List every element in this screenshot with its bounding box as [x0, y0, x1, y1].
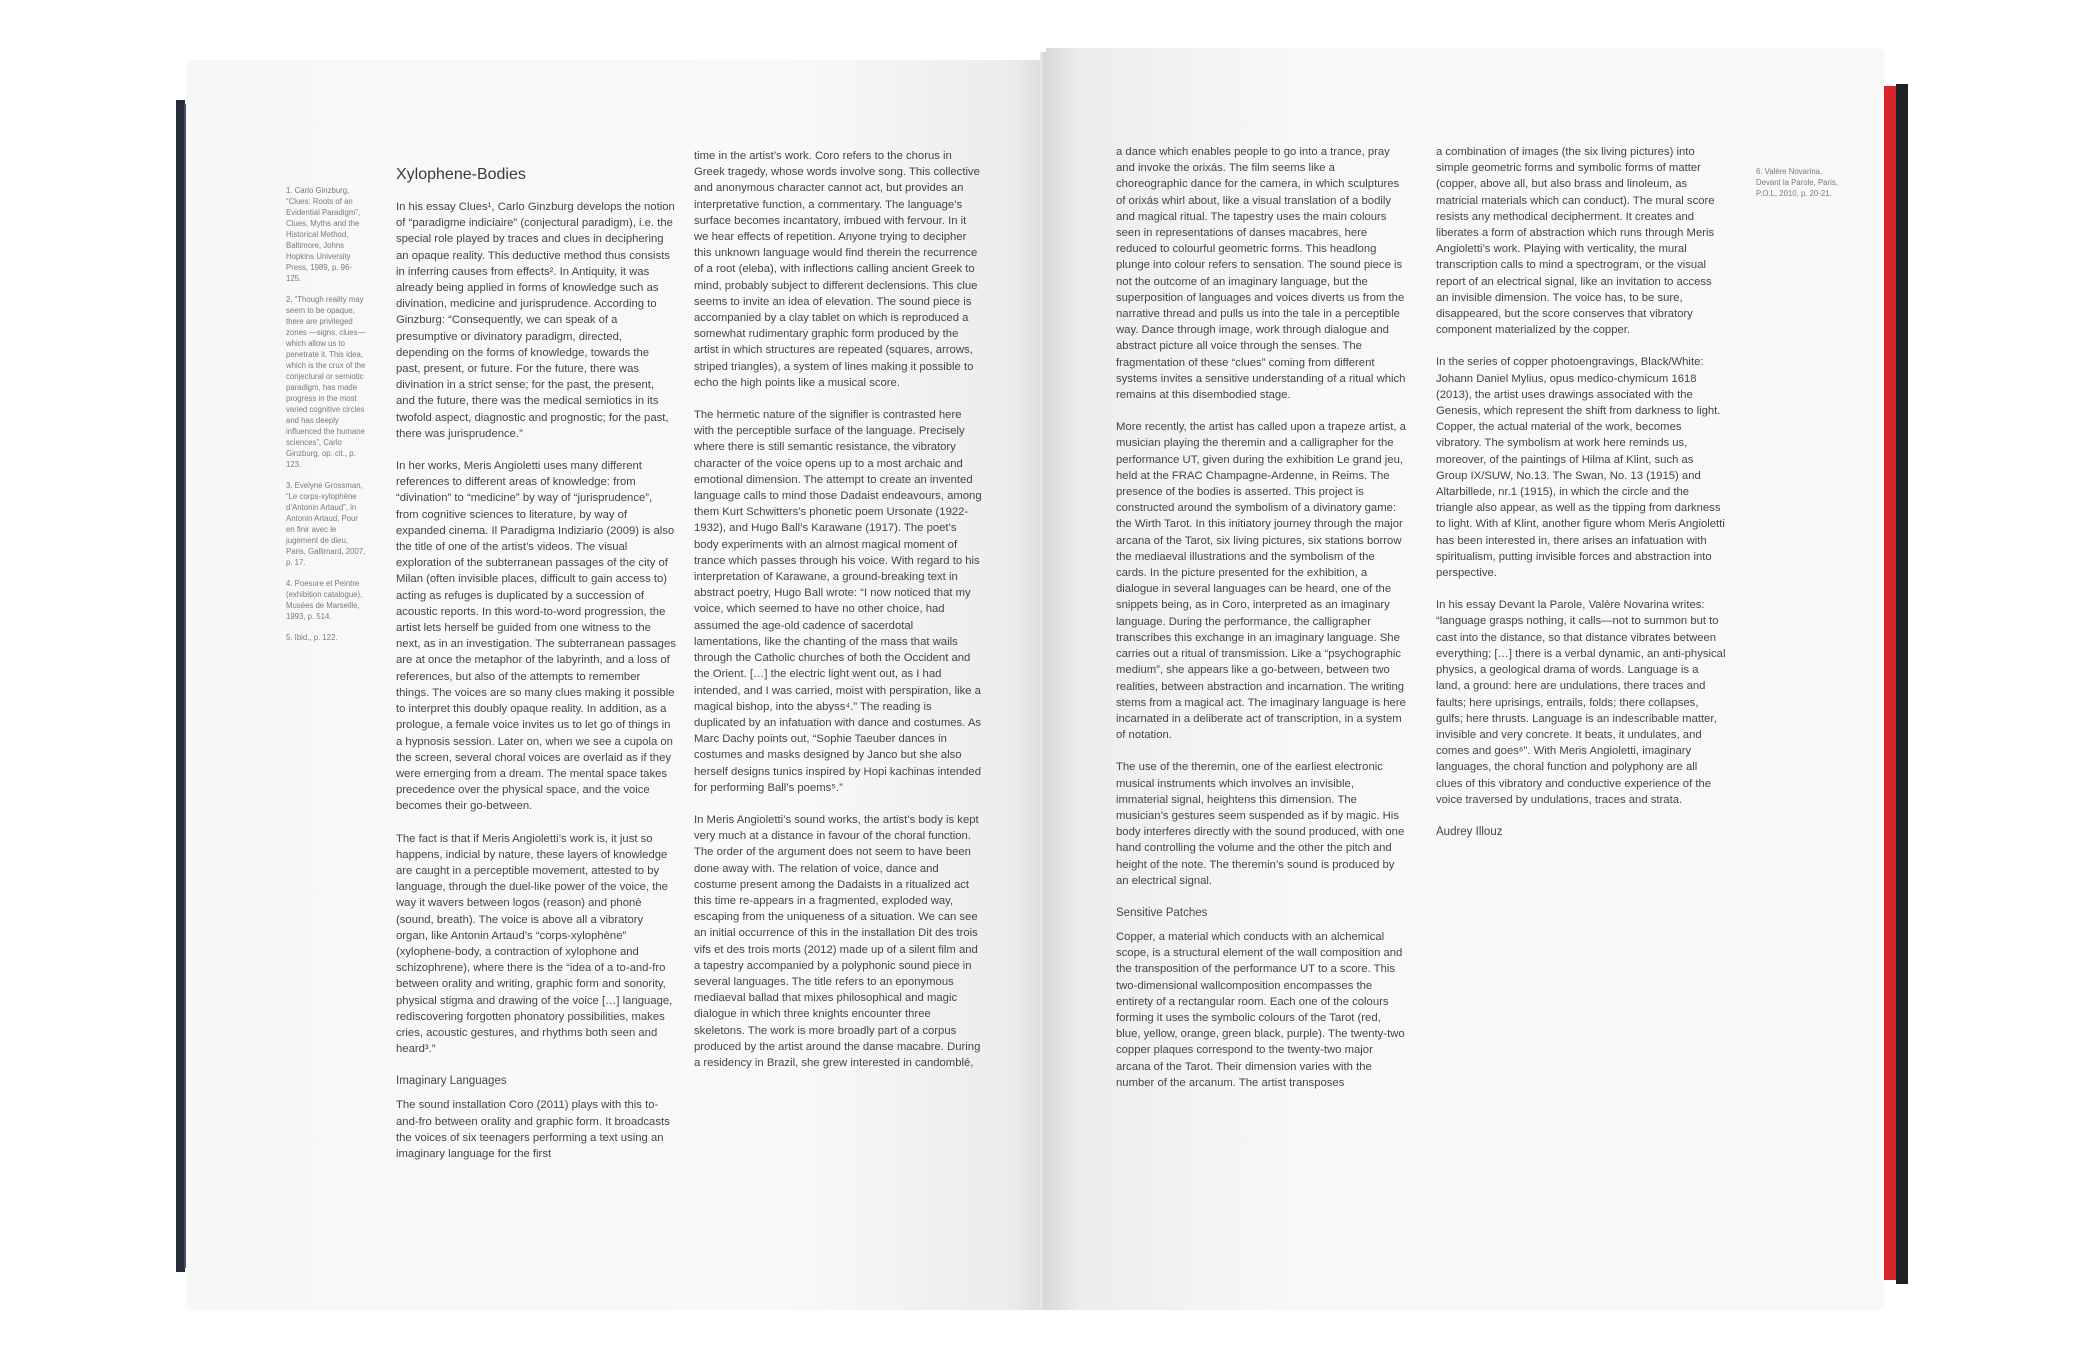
book-red-ribbon-edge [1882, 86, 1896, 1280]
paragraph: In her works, Meris Angioletti uses many different references to different areas of knowledge: from “divination” to “medicine” by way of “jurisprudence”, from cognitive sciences to literature, by way of expanded cinema. Il Paradigma Indiziario (2009) is also the title of one of the artist’s videos. The visual exploration of the subterranean passages of the city of Milan (often invisible places, difficult to gain access to) acting as refuges is duplicated by a succession of acoustic reports. In this word-to-word progression, the artist lets herself be guided from one witness to the next, as in an investigation. The subterranean passages are at once the metaphor of the labyrinth, and a loss of references, but also of the attempts to remember things. The voices are so many clues making it possible to interpret this doubly opaque reality. In addition, as a prologue, a female voice invites us to let go of things in a hypnosis session. Later on, when we see a cupola on the screen, several choral voices are overlaid as if they were emerging from a dream. The mental space takes precedence over the physical space, and the voice becomes their go-between. [396, 460, 676, 813]
footnotes-left [286, 185, 366, 653]
left-page [186, 60, 1046, 1310]
footnote-6: 6. Valère Novarina, Devant la Parole, Paris, P.O.L, 2010, p. 20-21. [1756, 167, 1838, 198]
paragraph: The fact is that if Meris Angioletti’s work is, it just so happens, indicial by nature, these layers of knowledge are caught in a perceptible movement, attested to by language, through the duel-like power of the voice, the way it wavers between logos (reason) and phonè (sound, breath). The voice is above all a vibratory organ, like Antonin Artaud’s “corps-xylophène” (xylophene-body, a contraction of xylophone and schizophrene), where there is the “idea of a to-and-fro between orality and writing, graphic form and sonority, physical stigma and drawing of the voice […] language, rediscovering forgotten phonatory possibilities, makes cries, acoustic gestures, and rhythms both seen and heard³.” [396, 832, 673, 1056]
subheading-sensitive-patches: Sensitive Patches [1116, 906, 1208, 919]
footnote-4: 4. Poesure et Peintre (exhibition catalogue), Musées de Marseille, 1993, p. 514. [286, 579, 363, 621]
subheading-imaginary-languages: Imaginary Languages [396, 1075, 507, 1088]
footnote-5: 5. Ibid., p. 122. [286, 633, 338, 642]
footnote-3: 3. Evelyne Grossman, “Le corps-xylophène d’Antonin Artaud”, in Antonin Artaud, Pour en finir avec le jugement de dieu, Paris, Gallimard, 2007, p. 17. [286, 481, 366, 567]
paragraph: The use of the theremin, one of the earliest electronic musical instruments which involves an invisible, immaterial signal, heightens this dimension. The musician’s gestures seem suspended as if by magic. His body interferes directly with the sound produced, with one hand controlling the volume and the other the pitch and height of the note. The theremin’s sound is produced by an electrical signal. [1116, 761, 1405, 887]
right-page [1046, 48, 1884, 1310]
book-cover-edge-right [1896, 84, 1908, 1284]
column-2 [694, 148, 982, 1087]
author-signature: Audrey Illouz [1436, 825, 1503, 838]
paragraph: a combination of images (the six living pictures) into simple geometric forms and symbolic forms of matter (copper, above all, but also brass and linoleum, as matricial materials which can conduct). The mural score resists any methodical decipherment. It creates and liberates a form of abstraction which runs through Meris Angioletti’s work. Playing with verticality, the mural transcription calls to mind a spectrogram, or the visual report of an electrical signal, like an invitation to access an invisible dimension. The voice has, to be sure, disappeared, but the score conserves that vibratory component materialized by the copper. [1436, 146, 1715, 337]
footnote-2: 2. “Though reality may seem to be opaque, there are privileged zones —signs, clues—which allow us to penetrate it. This idea, which is the crux of the conjectural or semiotic paradigm, has made progress in the most varied cognitive circles and has deeply influenced the humane sciences”, Carlo Ginzburg, op. cit., p. 123. [286, 295, 366, 469]
paragraph: In Meris Angioletti’s sound works, the artist’s body is kept very much at a distance in favour of the choral function. The order of the argument does not seem to have been done away with. The relation of voice, dance and costume present among the Dadaists in a ritualized act this time re-appears in a fragmented, exploded way, escaping from the uniqueness of a situation. We can see an initial occurrence of this in the installation Dit des trois vifs et des trois morts (2012) made up of a silent film and a tapestry accompanied by a polyphonic sound piece in several languages. The title refers to an eponymous mediaeval ballad that mixes philosophical and magic dialogue in which three knights encounter three skeletons. The work is more broadly part of a corpus produced by the artist around the danse macabre. During a residency in Brazil, she grew interested in candomblé, [694, 813, 981, 1069]
footnotes-right [1756, 166, 1842, 209]
footnote-1: 1. Carlo Ginzburg, “Clues: Roots of an Evidential Paradigm”, Clues, Myths and the Historical Method, Baltimore, Johns Hopkins University Press, 1989, p. 96-125. [286, 186, 361, 283]
column-3 [1116, 144, 1406, 1107]
paragraph: More recently, the artist has called upon a trapeze artist, a musician playing the theremin and a calligrapher for the performance UT, given during the exhibition Le grand jeu, held at the FRAC Champagne-Ardenne, in Reims. The presence of the bodies is asserted. This project is constructed around the symbolism of a divinatory game: the Wirth Tarot. In this initiatory journey through the major arcana of the Tarot, six living pictures, six stations borrow the mediaeval illustrations and the symbolism of the cards. In the picture presented for the exhibition, a dialogue in several languages can be heard, one of the snippets being, as in Coro, interpreted as an imaginary language. During the performance, the calligrapher transcribes this exchange in an imaginary language. She carries out a ritual of transmission. Like a “psychographic medium”, she appears like a go-between, between two realities, between abstraction and incarnation. The writing stems from a magical act. The imaginary language is here incarnated in a deliberate act of transcription, in a system of notation. [1116, 421, 1406, 742]
paragraph: In his essay Devant la Parole, Valère Novarina writes: “language grasps nothing, it calls—not to summon but to cast into the distance, so that distance vibrates between everything; […] there is a verbal dynamic, an anti-physical physics, a geological drama of words. Language is a land, a ground: here are undulations, there traces and faults; here uprisings, entrails, folds; there collapses, gulfs; here thrusts. Language is an indescribable matter, invisible and very concrete. It beats, it undulates, and comes and goes⁶”. With Meris Angioletti, imaginary languages, the choral function and polyphony are all clues of this vibratory and conductive experience of the voice traversed by undulations, traces and strata. [1436, 599, 1726, 806]
column-4 [1436, 144, 1726, 840]
column-1 [396, 165, 676, 1178]
paragraph: Copper, a material which conducts with an alchemical scope, is a structural element of the wall composition and the transposition of the performance UT to a score. This two-dimensional wallcomposition encompasses the entirety of a rectangular room. Each one of the colours forming it uses the symbolic colours of the Tarot (red, blue, yellow, orange, green black, purple). The twenty-two copper plaques correspond to the twenty-two major arcana of the Tarot. Their dimension varies with the number of the arcanum. The artist transposes [1116, 930, 1405, 1089]
paragraph: In the series of copper photoengravings, Black/White: Johann Daniel Mylius, opus medico-chymicum 1618 (2013), the artist uses drawings associated with the Genesis, which represent the shift from darkness to light. Copper, the actual material of the work, becomes vibratory. The symbolism at work here reminds us, moreover, of the paintings of Hilma af Klint, such as Group IX/SUW, No.13. The Swan, No. 13 (1915) and Altarbillede, nr.1 (1915), in which the circle and the triangle also appear, as well as the tipping from darkness to light. With af Klint, another figure whom Meris Angioletti has been interested in, there arises an infatuation with spiritualism, putting invisible forces and abstraction into perspective. [1436, 356, 1725, 580]
paragraph: In his essay Clues¹, Carlo Ginzburg develops the notion of “paradigme indiciaire” (conjectural paradigm), i.e. the special role played by traces and clues in deciphering an opaque reality. This deductive method thus consists in inferring causes from effects². In Antiquity, it was already being applied in forms of knowledge such as divination, medicine and jurisprudence. According to Ginzburg: “Consequently, we can speak of a presumptive or divinatory paradigm, directed, depending on the forms of knowledge, towards the past, present, or future. For the future, there was divination in a strict sense; for the past, the present, and the future, there was the medical semiotics in its twofold aspect, diagnostic and prognostic; for the past, there was jurisprudence.” [396, 201, 675, 440]
paragraph: a dance which enables people to go into a trance, pray and invoke the orixás. The film seems like a choreographic dance for the camera, in which sculptures of orixás whirl about, like a visual translation of a bodily and magical ritual. The tapestry uses the main colours seen in representations of danses macabres, here reduced to colourful geometric forms. This headlong plunge into colour refers to sensation. The sound piece is not the outcome of an imaginary language, but the superposition of languages and voices diverts us from the narrative thread and pulls us into the tale in a perceptible way. Dance through image, work through dialogue and abstract picture all voice through the senses. The fragmentation of these “clues” coming from different systems invites a sensitive understanding of a ritual which remains at this disembodied stage. [1116, 146, 1406, 402]
article-title: Xylophene-Bodies [396, 166, 526, 183]
paragraph: time in the artist’s work. Coro refers to the chorus in Greek tragedy, whose words involve song. This collective and anonymous character cannot act, but provides an interpretative function, a commentary. The language’s surface becomes incantatory, imbued with fervour. In it we hear effects of repetition. Anyone trying to decipher this unknown language would find therein the recurrence of a root (eleba), with inflections calling ancient Greek to mind, probably subject to different declensions. This clue seems to invite an idea of elevation. The sound piece is accompanied by a clay tablet on which is reproduced a somewhat rudimentary graphic form produced by the artist in which structures are repeated (squares, arrows, striped triangles), a system of lines making it possible to echo the high points like a musical score. [694, 150, 980, 389]
paragraph: The sound installation Coro (2011) plays with this to-and-fro between orality and graphic form. It broadcasts the voices of six teenagers performing a text using an imaginary language for the first [396, 1099, 670, 1160]
paragraph: The hermetic nature of the signifier is contrasted here with the perceptible surface of the language. Precisely where there is still semantic resistance, the vibratory character of the voice opens up to a most archaic and emotional dimension. The attempt to create an invented language calls to mind those Dadaist endeavours, among them Kurt Schwitters’s phonetic poem Ursonate (1922-1932), and Hugo Ball’s Karawane (1917). The poet’s body experiments with an almost magical moment of trance which passes through his voice. With regard to his interpretation of Karawane, a ground-breaking text in abstract poetry, Hugo Ball wrote: “I now noticed that my voice, which seemed to have no other choice, had assumed the age-old cadence of sacerdotal lamentations, like the chanting of the mass that wails through the Catholic churches of both the Occident and the Orient. […] the electric light went out, as I had intended, and I was carried, moist with perspiration, like a magical bishop, into the abyss⁴.” The reading is duplicated by an infatuation with dance and costumes. As Marc Dachy points out, “Sophie Taeuber dances in costumes and masks designed by Janco but she also herself designs tunics inspired by Hopi kachinas intended for performing Ball’s poems⁵.” [694, 409, 982, 794]
